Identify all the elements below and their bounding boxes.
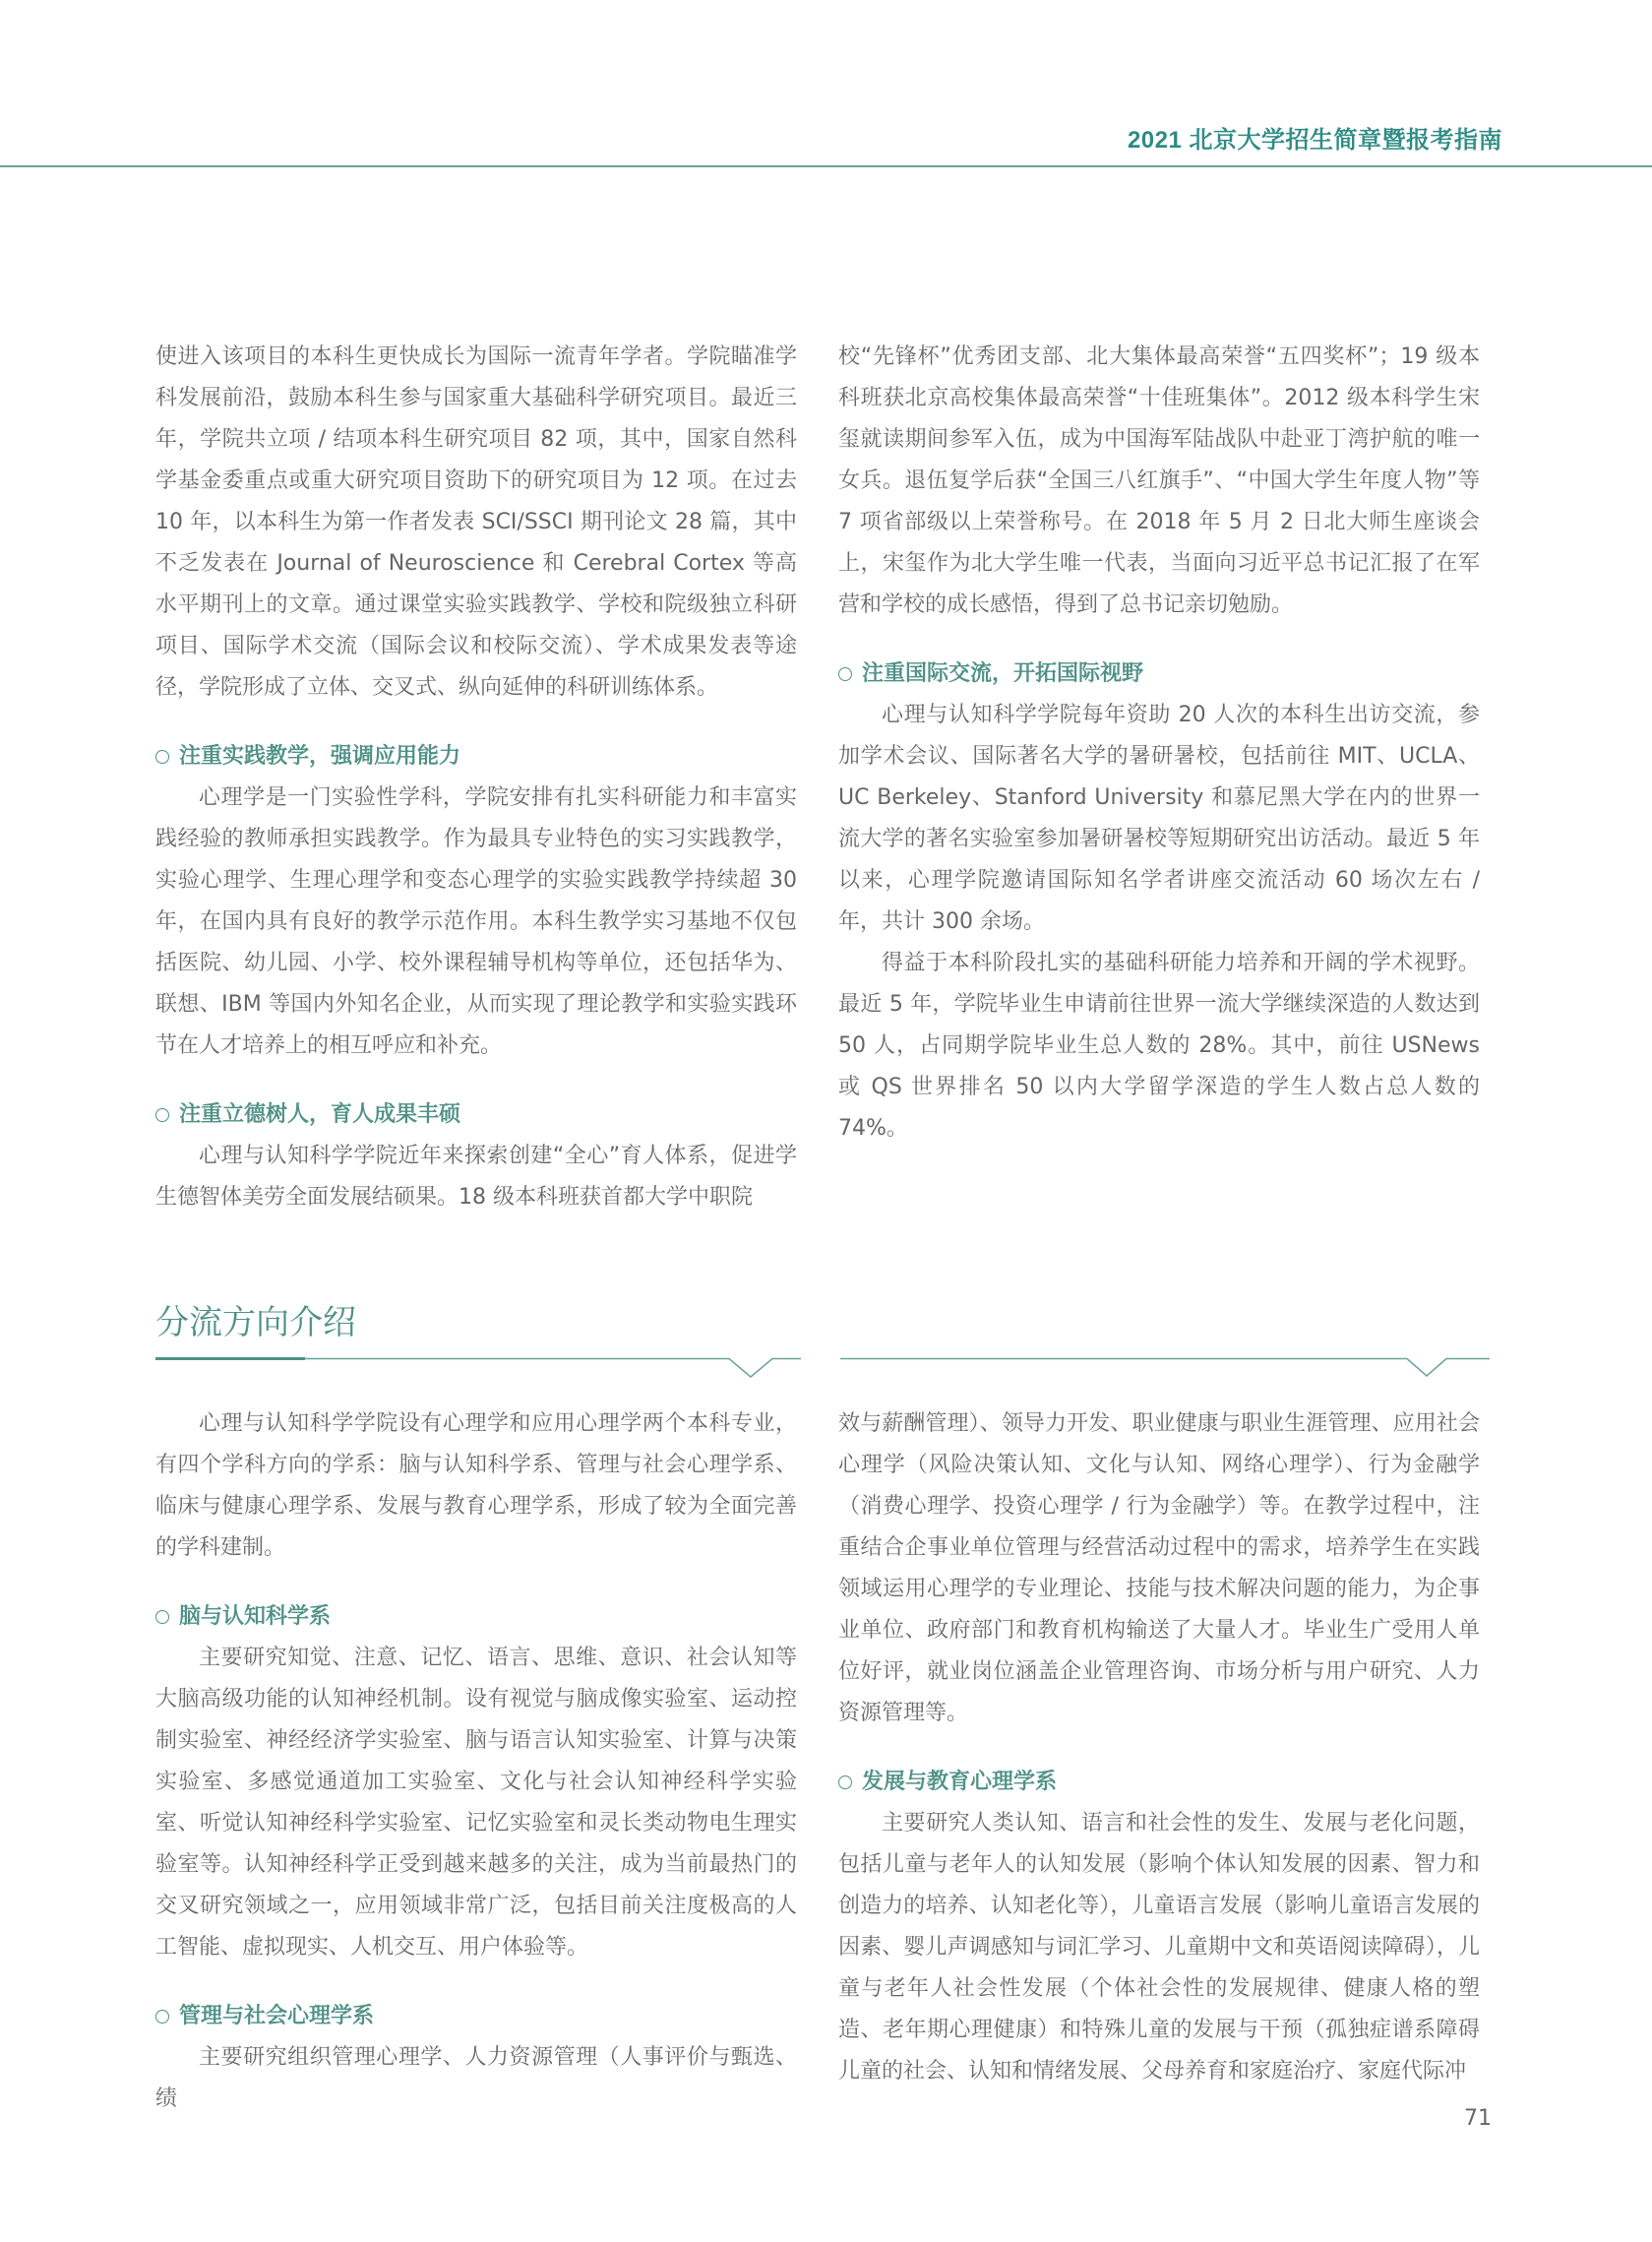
section-divider-left	[155, 1350, 801, 1380]
running-header-title: 2021 北京大学招生简章暨报考指南	[1127, 127, 1502, 154]
body-paragraph: 心理与认知科学学院设有心理学和应用心理学两个本科专业，有四个学科方向的学系：脑与认知科学系、管理与社会心理学系、临床与健康心理学系、发展与教育心理学系，形成了较为全面完善的学科建制。	[155, 1411, 797, 1560]
section-right-column	[838, 1403, 1480, 2092]
divider-thick-bar	[155, 1357, 305, 1360]
spacer	[155, 709, 797, 736]
body-paragraph: 校“先锋杯”优秀团支部、北大集体最高荣誉“五四奖杯”；19 级本科班获北京高校集体最高荣誉“十佳班集体”。2012 级本科学生宋玺就读期间参军入伍，成为中国海军陆战队中赴亚丁湾护航的唯一女兵。退伍复学后获“全国三八红旗手”、“中国大学生年度人物”等 7 项省部级以上荣誉称号。在 2018 年 5 月 2 日北大师生座谈会上，宋玺作为北大学生唯一代表，当面向习近平总书记汇报了在军营和学校的成长感悟，得到了总书记亲切勉励。	[838, 344, 1480, 617]
spacer	[838, 626, 1480, 654]
divider-chevron-line	[305, 1359, 801, 1378]
subsection-heading-text: 注重立德树人，育人成果丰硕	[179, 1102, 461, 1127]
circle-bullet-icon	[838, 667, 852, 681]
subsection-heading	[838, 1762, 1480, 1803]
spacer	[838, 1734, 1480, 1762]
top-right-column	[838, 337, 1480, 1150]
top-left-column	[155, 337, 797, 1218]
subsection-heading-text: 发展与教育心理学系	[862, 1770, 1058, 1794]
circle-bullet-icon	[155, 1108, 169, 1122]
subsection-heading	[155, 1094, 797, 1136]
body-paragraph: 效与薪酬管理）、领导力开发、职业健康与职业生涯管理、应用社会心理学（风险决策认知、文化与认知、网络心理学）、行为金融学（消费心理学、投资心理学 / 行为金融学）等。在教学过程中，注重结合企事业单位管理与经营活动过程中的需求，培养学生在实践领域运用心理学的专业理论、技能与技术解决问题的能力，为企事业单位、政府部门和教育机构输送了大量人才。毕业生广受用人单位好评，就业岗位涵盖企业管理咨询、市场分析与用户研究、人力资源管理等。	[838, 1411, 1480, 1725]
page-number: 71	[1464, 2106, 1492, 2131]
body-paragraph: 心理与认知科学学院近年来探索创建“全心”育人体系，促进学生德智体美劳全面发展结硕果。18 级本科班获首都大学中职院	[155, 1144, 798, 1210]
section-title: 分流方向介绍	[155, 1303, 356, 1342]
spacer	[155, 1569, 797, 1596]
subsection-heading-text: 管理与社会心理学系	[179, 2004, 375, 2028]
circle-bullet-icon	[838, 1775, 852, 1789]
spacer	[155, 1067, 797, 1094]
circle-bullet-icon	[155, 1610, 169, 1624]
body-paragraph: 主要研究组织管理心理学、人力资源管理（人事评价与甄选、绩	[155, 2045, 797, 2111]
body-paragraph: 使进入该项目的本科生更快成长为国际一流青年学者。学院瞄准学科发展前沿，鼓励本科生参与国家重大基础科学研究项目。最近三年，学院共立项 / 结项本科生研究项目 82 项，其中，国家自然科学基金委重点或重大研究项目资助下的研究项目为 12 项。在过去 10 年，以本科生为第一作者发表 SCI/SSCI 期刊论文 28 篇，其中不乏发表在 Journal of Neuroscience 和 Cerebral Cortex 等高水平期刊上的文章。通过课堂实验实践教学、学校和院级独立科研项目、国际学术交流（国际会议和校际交流）、学术成果发表等途径，学院形成了立体、交叉式、纵向延伸的科研训练体系。	[155, 344, 797, 700]
subsection-heading	[155, 736, 797, 778]
circle-bullet-icon	[155, 2010, 169, 2024]
subsection-heading	[155, 1596, 797, 1638]
header-rule	[0, 165, 1652, 167]
circle-bullet-icon	[155, 750, 169, 764]
subsection-heading-text: 注重实践教学，强调应用能力	[179, 744, 461, 769]
subsection-heading-text: 脑与认知科学系	[179, 1604, 332, 1629]
body-paragraph: 主要研究知觉、注意、记忆、语言、思维、意识、社会认知等大脑高级功能的认知神经机制。设有视觉与脑成像实验室、运动控制实验室、神经经济学实验室、脑与语言认知实验室、计算与决策实验室、多感觉通道加工实验室、文化与社会认知神经科学实验室、听觉认知神经科学实验室、记忆实验室和灵长类动物电生理实验室等。认知神经科学正受到越来越多的关注，成为当前最热门的交叉研究领域之一，应用领域非常广泛，包括目前关注度极高的人工智能、虚拟现实、人机交互、用户体验等。	[155, 1646, 797, 1960]
section-divider-right	[840, 1350, 1490, 1380]
spacer	[155, 1968, 797, 1996]
body-paragraph: 得益于本科阶段扎实的基础科研能力培养和开阔的学术视野。最近 5 年，学院毕业生申请前往世界一流大学继续深造的人数达到 50 人，占同期学院毕业生总人数的 28%。其中，前往 USNews 或 QS 世界排名 50 以内大学留学深造的学生人数占总人数的 74%。	[838, 951, 1480, 1141]
section-left-column	[155, 1403, 797, 2120]
subsection-heading-text: 注重国际交流，开拓国际视野	[862, 661, 1144, 686]
subsection-heading	[838, 654, 1480, 695]
body-paragraph: 主要研究人类认知、语言和社会性的发生、发展与老化问题，包括儿童与老年人的认知发展（影响个体认知发展的因素、智力和创造力的培养、认知老化等），儿童语言发展（影响儿童语言发展的因素、婴儿声调感知与词汇学习、儿童期中文和英语阅读障碍），儿童与老年人社会性发展（个体社会性的发展规律、健康人格的塑造、老年期心理健康）和特殊儿童的发展与干预（孤独症谱系障碍儿童的社会、认知和情绪发展、父母养育和家庭治疗、家庭代际冲	[838, 1811, 1480, 2084]
subsection-heading	[155, 1996, 797, 2037]
divider-chevron-line	[840, 1359, 1490, 1377]
body-paragraph: 心理与认知科学学院每年资助 20 人次的本科生出访交流，参加学术会议、国际著名大学的暑研暑校，包括前往 MIT、UCLA、UC Berkeley、Stanford University 和慕尼黑大学在内的世界一流大学的著名实验室参加暑研暑校等短期研究出访活动。最近 5 年以来，心理学院邀请国际知名学者讲座交流活动 60 场次左右 / 年，共计 300 余场。	[838, 703, 1480, 934]
body-paragraph: 心理学是一门实验性学科，学院安排有扎实科研能力和丰富实践经验的教师承担实践教学。作为最具专业特色的实习实践教学，实验心理学、生理心理学和变态心理学的实验实践教学持续超 30 年，在国内具有良好的教学示范作用。本科生教学实习基地不仅包括医院、幼儿园、小学、校外课程辅导机构等单位，还包括华为、联想、IBM 等国内外知名企业，从而实现了理论教学和实验实践环节在人才培养上的相互呼应和补充。	[155, 785, 797, 1058]
